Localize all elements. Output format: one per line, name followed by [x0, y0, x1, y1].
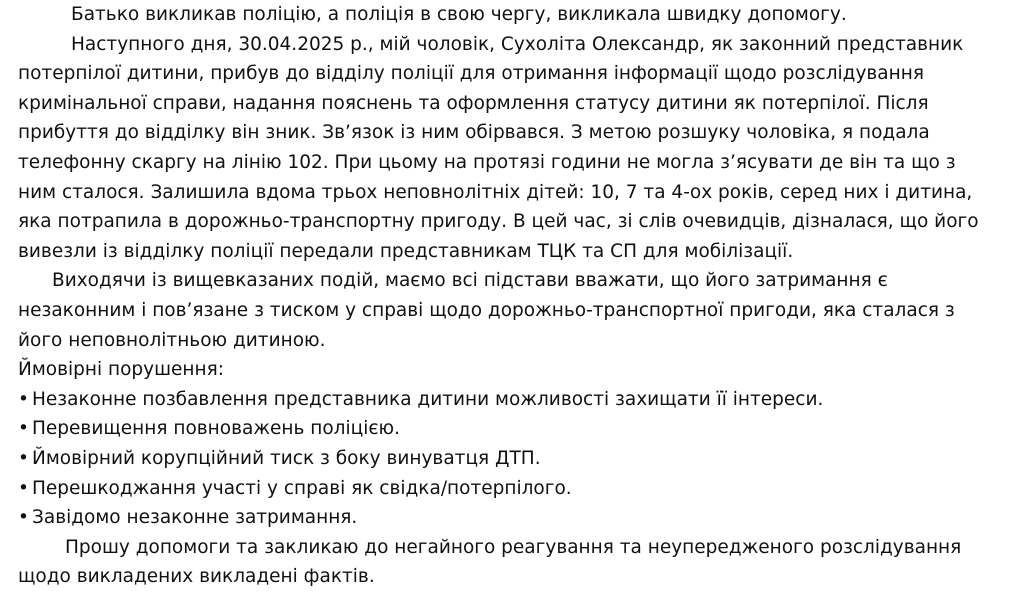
bullet-icon: •	[18, 447, 29, 469]
violation-text: Завідомо незаконне затримання.	[32, 507, 358, 529]
text-line: щодо викладених викладені фактів.	[18, 566, 375, 588]
bullet-icon: •	[18, 477, 29, 499]
bullet-icon: •	[18, 507, 29, 529]
paragraph-police-called: Батько викликав поліцію, а поліція в свою чергу, викликала швидку допомогу.	[71, 4, 847, 25]
list-item	[18, 503, 1022, 533]
list-item	[18, 444, 1022, 474]
violation-text: Перешкоджання участі у справі як свідка/потерпілого.	[32, 477, 572, 499]
text-line: вивезли із відділку поліції передали представникам ТЦК та СП для мобілізації.	[18, 240, 794, 262]
document-body	[18, 0, 1022, 597]
text-line: його неповнолітньою дитиною.	[18, 329, 326, 351]
text-line: кримінальної справи, надання пояснень та оформлення статусу дитини як потерпілої. Після	[18, 92, 929, 114]
text-line: яка потрапила в дорожньо-транспортну пригоду. В цей час, зі слів очевидців, дізналася, що його	[18, 211, 979, 233]
violations-heading: Ймовірні порушення:	[18, 359, 224, 381]
text-line: Наступного дня, 30.04.2025 р., мій чоловік, Сухоліта Олександр, як законний представник	[71, 33, 964, 55]
list-item	[18, 385, 1022, 415]
violation-text: Незаконне позбавлення представника дитини можливості захищати її інтереси.	[32, 388, 824, 410]
text-line: незаконним і пов’язане з тиском у справі щодо дорожньо-транспортної пригоди, яка сталася з	[18, 299, 955, 321]
list-item	[18, 414, 1022, 444]
text-line: прибуття до відділку він зник. Зв’язок із ним обірвався. З метою розшуку чоловіка, я подала	[18, 122, 930, 144]
text-line: Виходячи із вищевказаних подій, маємо всі підстави вважати, що його затримання є	[52, 270, 888, 292]
bullet-icon: •	[18, 388, 29, 410]
violation-text: Ймовірний корупційний тиск з боку винуватця ДТП.	[32, 447, 541, 469]
page-cut-edge	[0, 591, 1026, 597]
paragraph-request	[18, 533, 1022, 592]
list-item	[18, 474, 1022, 504]
paragraph-conclusion	[18, 266, 1022, 355]
paragraph-next-day	[18, 30, 1022, 267]
text-line: ним сталося. Залишила вдома трьох неповнолітніх дітей: 10, 7 та 4-ох років, серед них і дитина,	[18, 181, 973, 203]
text-line: телефонну скаргу на лінію 102. При цьому на протязі години не могла з’ясувати де він та що з	[18, 151, 956, 173]
bullet-icon: •	[18, 418, 29, 440]
violation-text: Перевищення повноважень поліцією.	[32, 418, 400, 440]
text-line: Прошу допомоги та закликаю до негайного реагування та неупередженого розслідування	[65, 536, 962, 558]
violations-list	[18, 385, 1022, 533]
text-line: потерпілої дитини, прибув до відділу поліції для отримання інформації щодо розслідування	[18, 63, 924, 85]
